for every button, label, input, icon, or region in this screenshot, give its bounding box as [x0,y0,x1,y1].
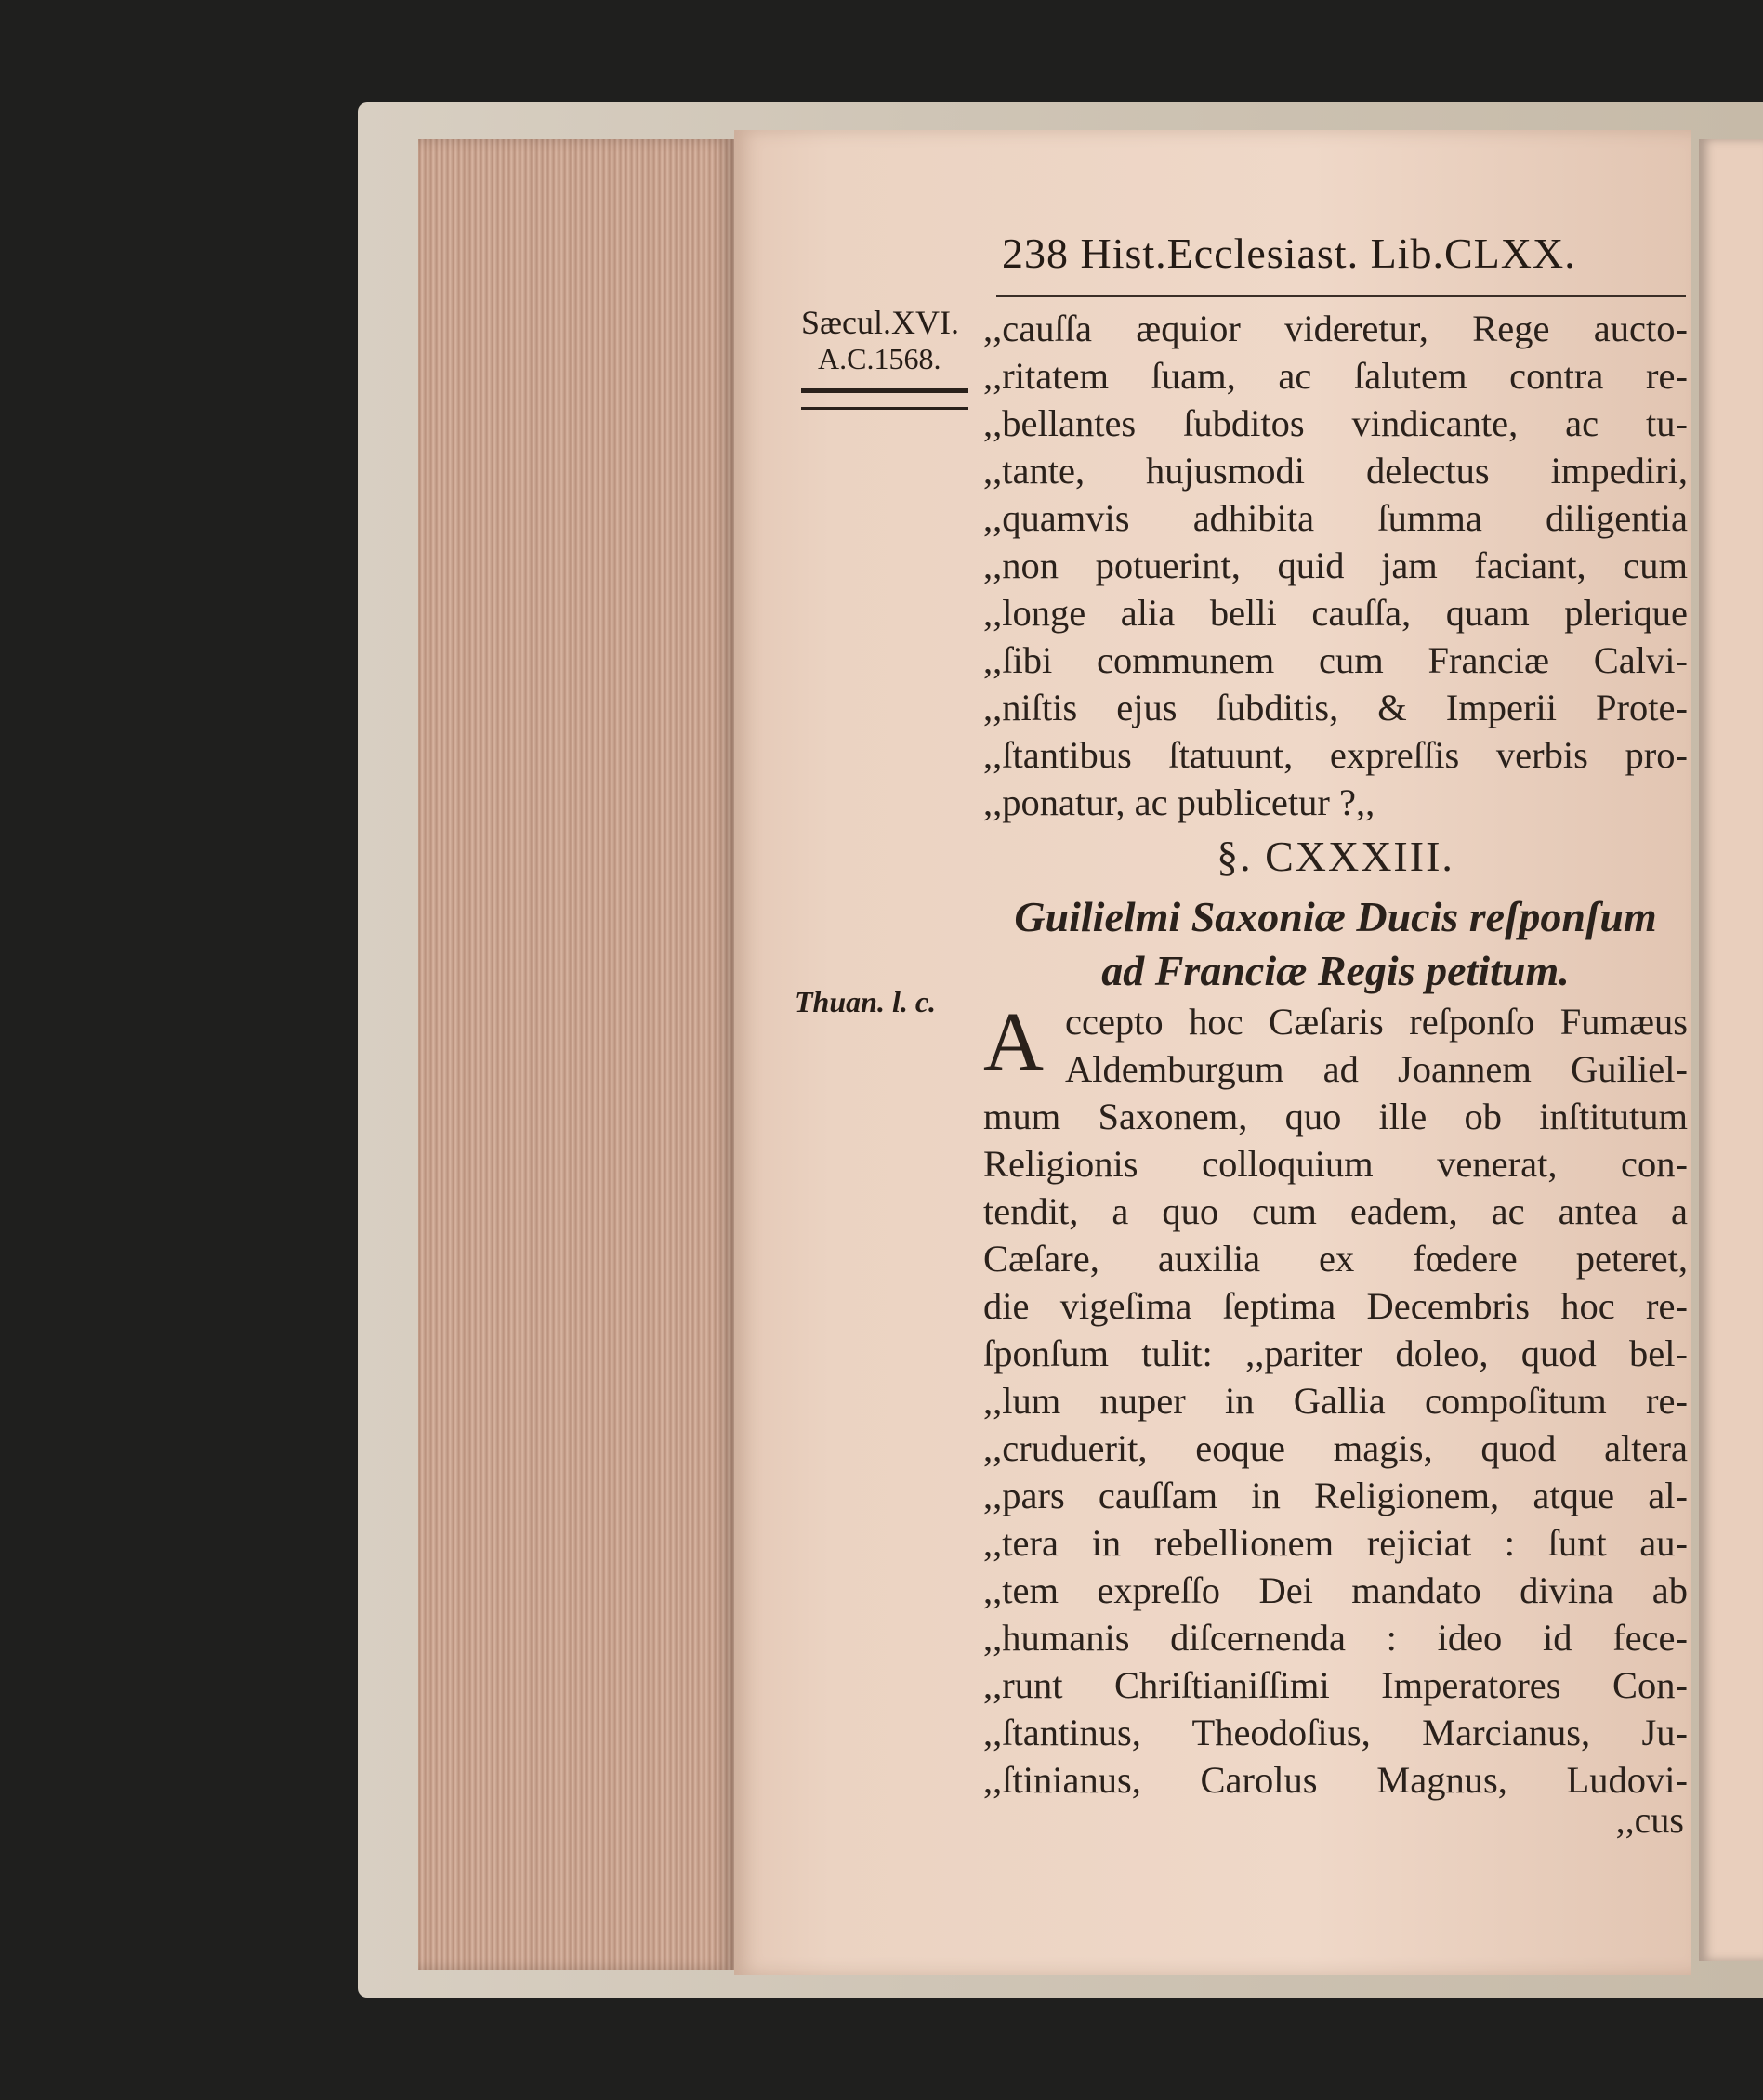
running-head: 238 Hist.Ecclesiast. Lib.CLXX. [1002,230,1576,277]
section-number: §. CXXXIII. [1217,833,1454,880]
text-line: mum Saxonem, quo ille ob inſtitutum [983,1096,1688,1137]
text-line: tendit, a quo cum eadem, ac antea a [983,1190,1688,1232]
margin-rule-2 [801,407,968,410]
text-line: ,,pars cauſſam in Religionem, atque al- [983,1475,1688,1516]
text-line: die vigeſima ſeptima Decembris hoc re- [983,1285,1688,1327]
section-title-line-2: ad Franciæ Regis petitum. [1101,947,1570,994]
text-line: ,,non potuerint, quid jam faciant, cum [983,545,1688,586]
header-rule [996,295,1686,297]
margin-source: Thuan. l. c. [795,985,937,1018]
text-line: ,,tante, hujusmodi delectus impediri, [983,450,1688,492]
text-line: Cæſare, auxilia ex fœdere peteret, [983,1238,1688,1280]
text-line: ,,runt Chriſtianiſſimi Imperatores Con- [983,1664,1688,1706]
catchword: ,,cus [1615,1799,1684,1841]
margin-anno: A.C.1568. [818,342,941,375]
text-line: ſponſum tulit: ,,pariter doleo, quod bel- [983,1332,1688,1374]
page-edges [418,139,734,1970]
margin-saeculum: Sæcul.XVI. [801,304,959,341]
text-line: ,,tera in rebellionem rejiciat : ſunt au- [983,1522,1688,1564]
text-line: ,,cauſſa æquior videretur, Rege aucto- [983,308,1688,349]
text-line: ,,bellantes ſubditos vindicante, ac tu- [983,402,1688,444]
text-line: ,,lum nuper in Gallia compoſitum re- [983,1380,1688,1422]
text-line: Religionis colloquium venerat, con- [983,1143,1688,1185]
text-line: ,,humanis diſcernenda : ideo id fece- [983,1617,1688,1659]
text-line: ,,ritatem ſuam, ac ſalutem contra re- [983,355,1688,397]
margin-rule-1 [801,388,968,393]
text-line: ,,ſtantinus, Theodoſius, Marcianus, Ju- [983,1712,1688,1753]
text-line: ,,ponatur, ac publicetur ?,, [983,781,1375,823]
text-line: ,,niſtis ejus ſubditis, & Imperii Prote- [983,687,1688,728]
text-line: ,,ſibi communem cum Franciæ Calvi- [983,639,1688,681]
text-line: ,,cruduerit, eoque magis, quod altera [983,1427,1688,1469]
text-line: ,,longe alia belli cauſſa, quam plerique [983,592,1688,634]
text-line: ,,ſtinianus, Carolus Magnus, Ludovi- [983,1759,1688,1801]
text-line: ccepto hoc Cæſaris reſponſo Fumæus [1065,1001,1688,1043]
text-line: ,,tem expreſſo Dei mandato divina ab [983,1569,1688,1611]
drop-cap: A [983,996,1044,1088]
facing-page-edge [1699,139,1763,1961]
section-title-line-1: Guilielmi Saxoniæ Ducis reſponſum [1014,893,1657,940]
text-line: ,,ſtantibus ſtatuunt, expreſſis verbis pro- [983,734,1688,776]
text-line: Aldemburgum ad Joannem Guiliel- [1065,1048,1688,1090]
text-line: ,,quamvis adhibita ſumma diligentia [983,497,1688,539]
